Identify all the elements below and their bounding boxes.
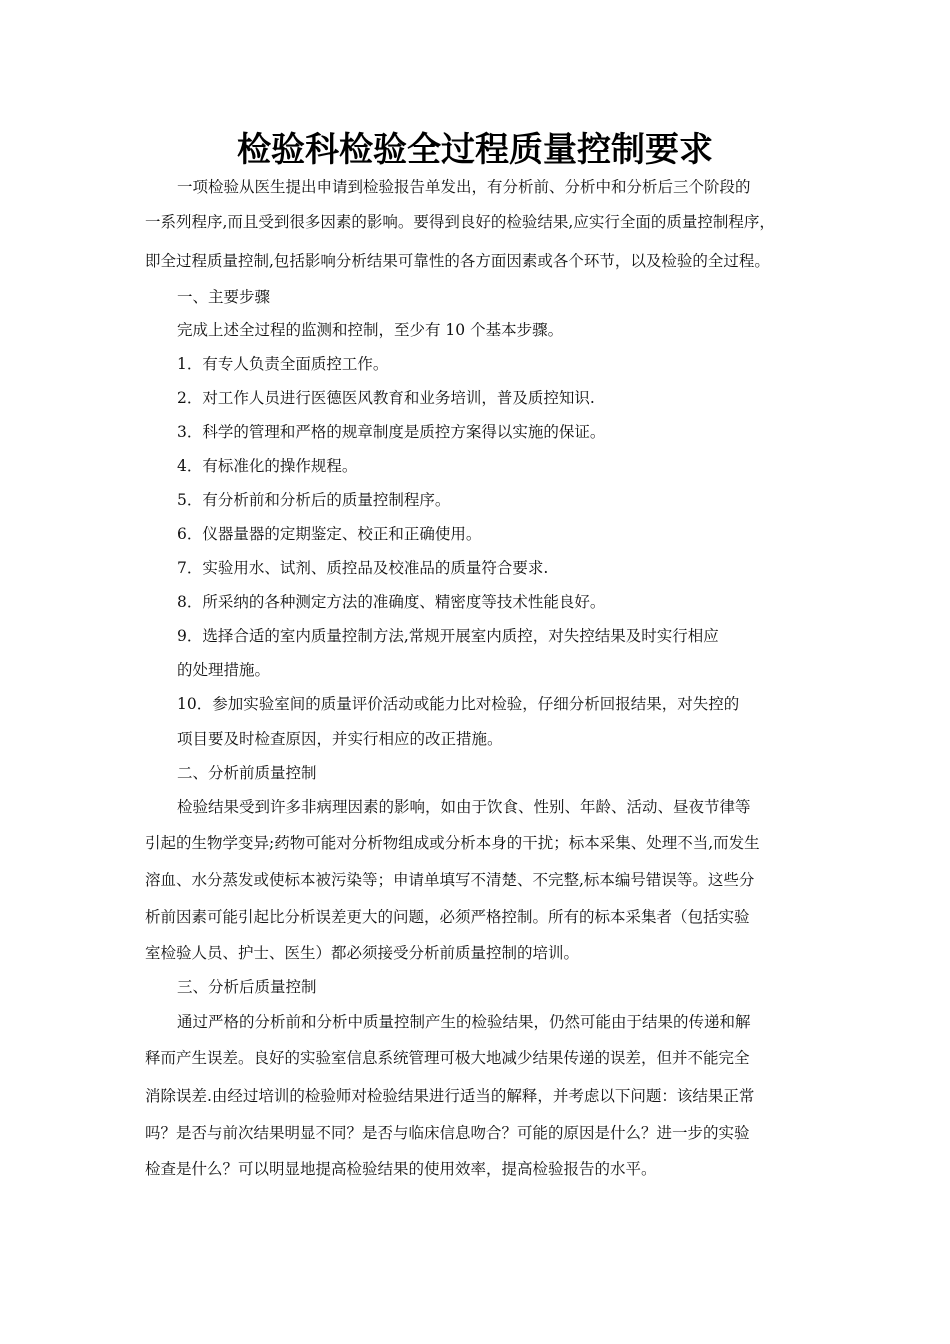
paragraph-line: 检查是什么？可以明显地提高检验结果的使用效率，提高检验报告的水平。 [145,1160,657,1178]
section-heading: 二、分析前质量控制 [177,764,317,782]
list-item-continuation: 项目要及时检查原因，并实行相应的改正措施。 [177,730,503,748]
paragraph-line: 释而产生误差。良好的实验室信息系统管理可极大地减少结果传递的误差，但并不能完全 [145,1049,750,1067]
paragraph-line: 室检验人员、护士、医生）都必须接受分析前质量控制的培训。 [145,944,580,962]
paragraph-line: 即全过程质量控制,包括影响分析结果可靠性的各方面因素或各个环节，以及检验的全过程。 [145,252,770,270]
paragraph-line: 析前因素可能引起比分析误差更大的问题，必须严格控制。所有的标本采集者（包括实验 [145,908,750,926]
paragraph-line: 溶血、水分蒸发或使标本被污染等；申请单填写不清楚、不完整,标本编号错误等。这些分 [145,871,755,889]
paragraph-line: 引起的生物学变异;药物可能对分析物组成或分析本身的干扰；标本采集、处理不当,而发生 [145,834,760,852]
paragraph-line: 消除误差.由经过培训的检验师对检验结果进行适当的解释，并考虑以下问题：该结果正常 [145,1087,755,1105]
document-title: 检验科检验全过程质量控制要求 [237,130,713,170]
list-item: 3．科学的管理和严格的规章制度是质控方案得以实施的保证。 [177,423,606,441]
paragraph-line: 检验结果受到许多非病理因素的影响，如由于饮食、性别、年龄、活动、昼夜节律等 [177,798,751,816]
section-heading: 三、分析后质量控制 [177,978,317,996]
list-item: 8．所采纳的各种测定方法的准确度、精密度等技术性能良好。 [177,593,606,611]
paragraph-line: 一系列程序,而且受到很多因素的影响。要得到良好的检验结果,应实行全面的质量控制程序， [145,213,775,231]
list-item: 1．有专人负责全面质控工作。 [177,355,389,373]
list-item: 6．仪器量器的定期鉴定、校正和正确使用。 [177,525,482,543]
list-item: 7．实验用水、试剂、质控品及校准品的质量符合要求. [177,559,549,577]
list-item: 5．有分析前和分析后的质量控制程序。 [177,491,451,509]
list-item: 4．有标准化的操作规程。 [177,457,358,475]
section-heading: 一、主要步骤 [177,288,271,306]
list-item: 2．对工作人员进行医德医风教育和业务培训，普及质控知识. [177,389,595,407]
paragraph-line: 通过严格的分析前和分析中质量控制产生的检验结果，仍然可能由于结果的传递和解 [177,1013,751,1031]
list-item: 9．选择合适的室内质量控制方法,常规开展室内质控，对失控结果及时实行相应 [177,627,719,645]
list-item-continuation: 的处理措施。 [177,661,271,679]
list-item: 10．参加实验室间的质量评价活动或能力比对检验，仔细分析回报结果，对失控的 [177,695,740,713]
paragraph-line: 一项检验从医生提出申请到检验报告单发出，有分析前、分析中和分析后三个阶段的 [177,178,751,196]
paragraph-line: 吗？是否与前次结果明显不同？是否与临床信息吻合？可能的原因是什么？进一步的实验 [145,1124,750,1142]
paragraph-line: 完成上述全过程的监测和控制，至少有 10 个基本步骤。 [177,321,564,339]
